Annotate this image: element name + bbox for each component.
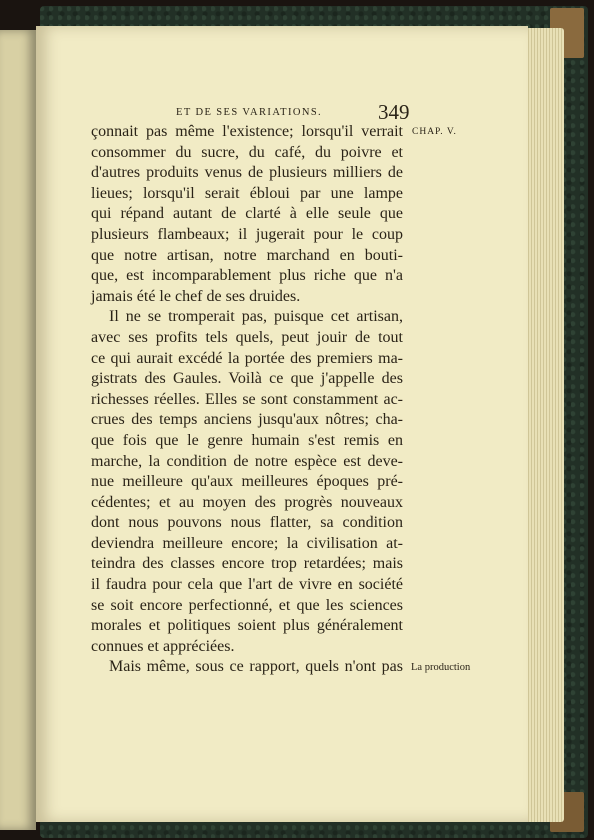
text-line: deviendra meilleure encore; la civilisation at- (91, 534, 403, 552)
text-line: richesses réelles. Elles se sont constamment ac- (91, 390, 403, 408)
text-line: Il ne se tromperait pas, puisque cet artisan, (109, 308, 403, 326)
text-line: d'autres produits venus de plusieurs milliers de (91, 164, 403, 182)
text-line: plusieurs flambeaux; il jugerait pour le coup (91, 225, 403, 243)
text-line: Mais même, sous ce rapport, quels n'ont pas (109, 658, 403, 676)
text-line: jamais été le chef de ses druides. (91, 287, 301, 305)
text-line: que notre artisan, notre marchand en bouti- (91, 246, 403, 264)
text-line: qui répand autant de clarté à elle seule que (91, 205, 403, 223)
text-line: gistrats des Gaules. Voilà ce que j'appelle des (91, 370, 403, 388)
text-line: que fois que le genre humain s'est remis en (91, 431, 403, 449)
text-line: çonnait pas même l'existence; lorsqu'il verrait (91, 123, 403, 140)
text-line: se soit encore perfectionné, et que les sciences (91, 596, 403, 614)
running-title: ET DE SES VARIATIONS. (176, 107, 323, 118)
text-line: que, est incomparablement plus riche que n'a (91, 267, 403, 285)
book-page (36, 26, 528, 822)
text-line: il faudra pour cela que l'art de vivre en société (91, 576, 403, 594)
body-text (91, 122, 403, 678)
text-line: morales et politiques soient plus généralement (91, 617, 403, 635)
facing-page-edge (0, 30, 36, 830)
margin-note-chapter: CHAP. V. (412, 127, 457, 137)
text-line: nue meilleure qu'aux meilleures époques pré- (91, 473, 403, 491)
text-line: crues des temps anciens jusqu'aux nôtres; cha- (91, 411, 403, 429)
text-line: consommer du sucre, du café, du poivre et (91, 143, 403, 161)
text-line: teindra des classes encore trop retardées; mais (91, 555, 403, 573)
text-line: connues et appréciées. (91, 637, 235, 655)
text-line: dont nous pouvons nous flatter, sa condition (91, 514, 403, 532)
text-line: avec ses profits tels quels, peut jouir de tout (91, 328, 403, 346)
text-line: ce qui aurait excédé la portée des premiers ma- (91, 349, 403, 367)
margin-note-production: La production (411, 662, 471, 673)
text-line: cédentes; et au moyen des progrès nouveaux (91, 493, 403, 511)
text-line: marche, la condition de notre espèce est deve- (91, 452, 403, 470)
text-line: lieues; lorsqu'il serait ébloui par une lampe (91, 184, 403, 202)
page-number: 349 (378, 100, 410, 124)
